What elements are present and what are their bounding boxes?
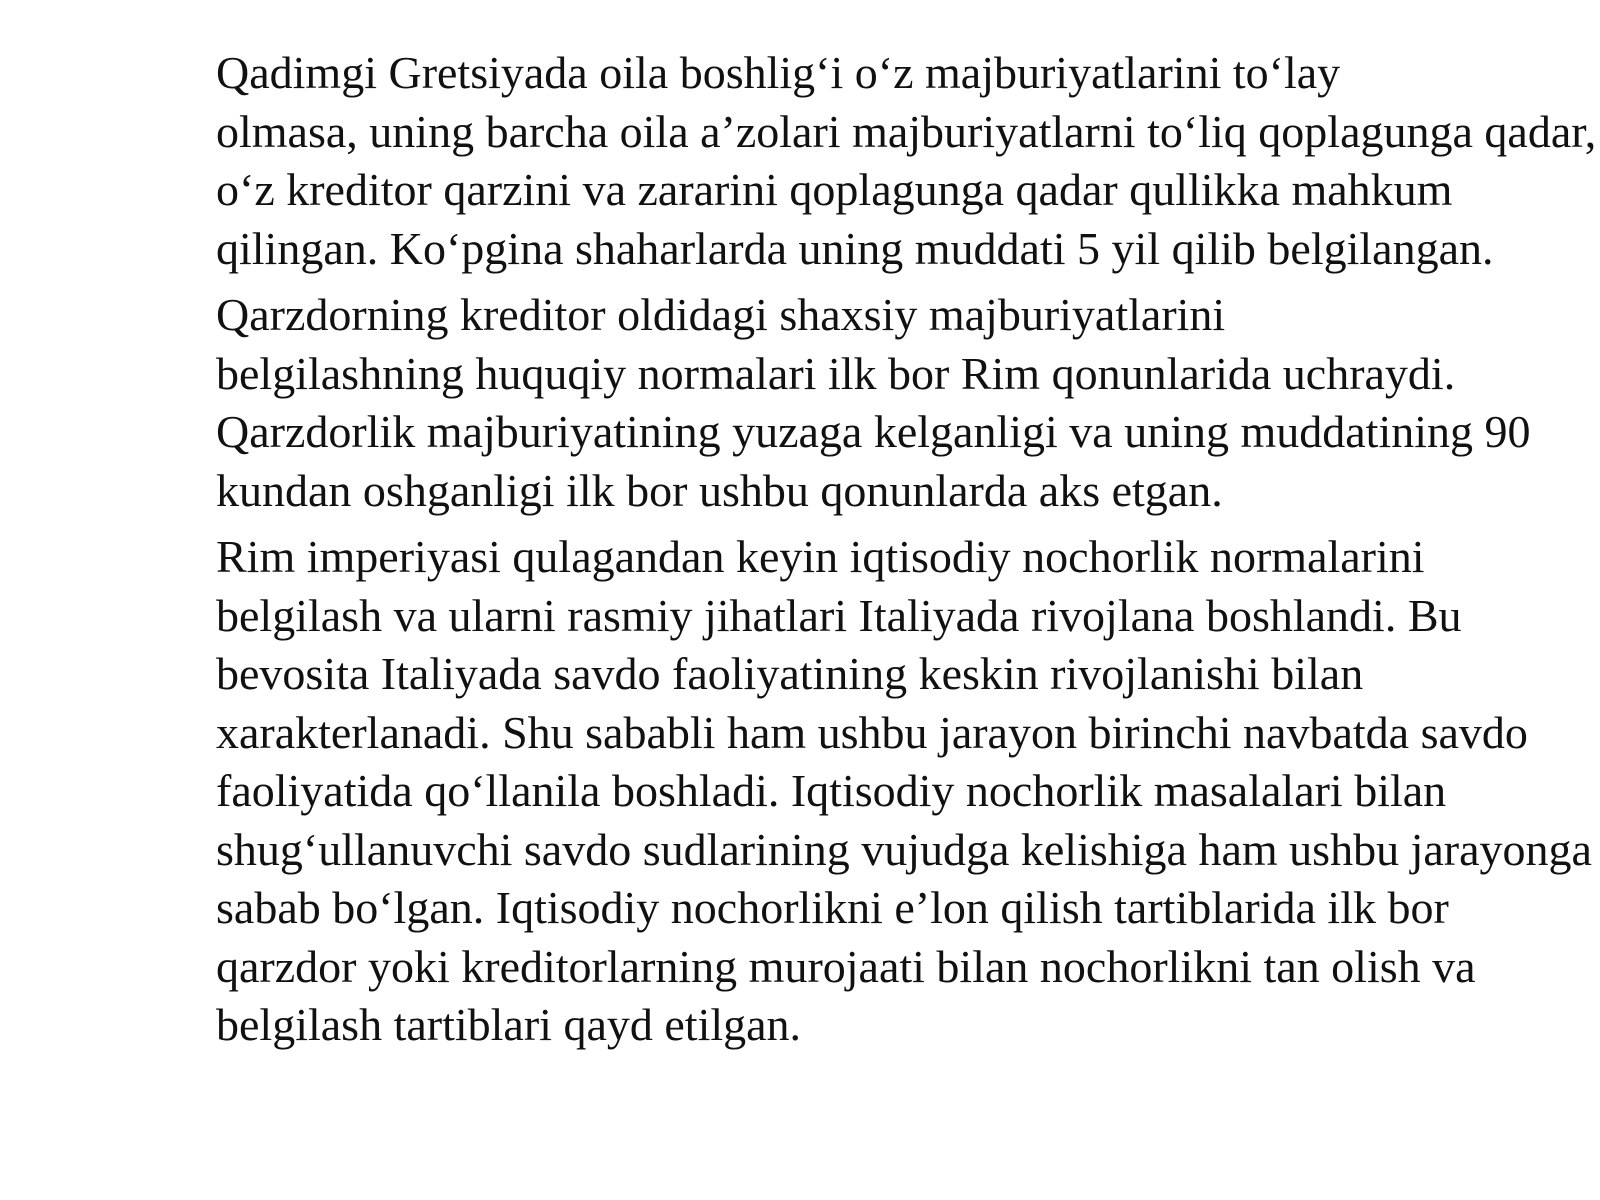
text-line: qilingan. Ko‘pgina shaharlarda uning muddati 5 yil qilib belgilangan. <box>216 222 1494 274</box>
text-line: Qadimgi Gretsiyada oila boshlig‘i o‘z majburiyatlarini to‘lay <box>216 47 1341 98</box>
text-line: shug‘ullanuvchi savdo sudlarining vujudga kelishiga ham ushbu jarayonga <box>216 823 1592 875</box>
text-line: faoliyatida qo‘llanila boshladi. Iqtisodiy nochorlik masalalari bilan <box>216 765 1447 816</box>
document-page <box>60 44 1597 1063</box>
paragraph-1 <box>60 44 1597 278</box>
text-line: xarakterlanadi. Shu sababli ham ushbu jarayon birinchi navbatda savdo <box>216 706 1528 758</box>
text-line: o‘z kreditor qarzini va zararini qoplagunga qadar qullikka mahkum <box>216 164 1453 215</box>
paragraph-2 <box>60 286 1538 520</box>
text-line: belgilash tartiblari qayd etilgan. <box>216 999 802 1050</box>
text-line: sabab bo‘lgan. Iqtisodiy nochorlikni e’lon qilish tartiblarida ilk bor <box>216 882 1449 933</box>
paragraph-3 <box>60 528 1592 1055</box>
text-line: belgilashning huquqiy normalari ilk bor Rim qonunlarida uchraydi. <box>216 347 1456 399</box>
text-line: qarzdor yoki kreditorlarning murojaati bilan nochorlikni tan olish va <box>216 940 1476 992</box>
text-line: Qarzdorning kreditor oldidagi shaxsiy majburiyatlarini <box>216 289 1226 340</box>
text-line: Qarzdorlik majburiyatining yuzaga kelganligi va uning muddatining 90 <box>216 406 1531 457</box>
text-line: kundan oshganligi ilk bor ushbu qonunlarda aks etgan. <box>216 464 1223 516</box>
text-line: Rim imperiyasi qulagandan keyin iqtisodiy nochorlik normalarini <box>216 531 1425 582</box>
text-line: olmasa, uning barcha oila a’zolari majburiyatlarni to‘liq qoplagunga qadar, <box>216 105 1597 157</box>
text-line: bevosita Italiyada savdo faoliyatining keskin rivojlanishi bilan <box>216 648 1364 699</box>
text-line: belgilash va ularni rasmiy jihatlari Italiyada rivojlana boshlandi. Bu <box>216 589 1462 641</box>
